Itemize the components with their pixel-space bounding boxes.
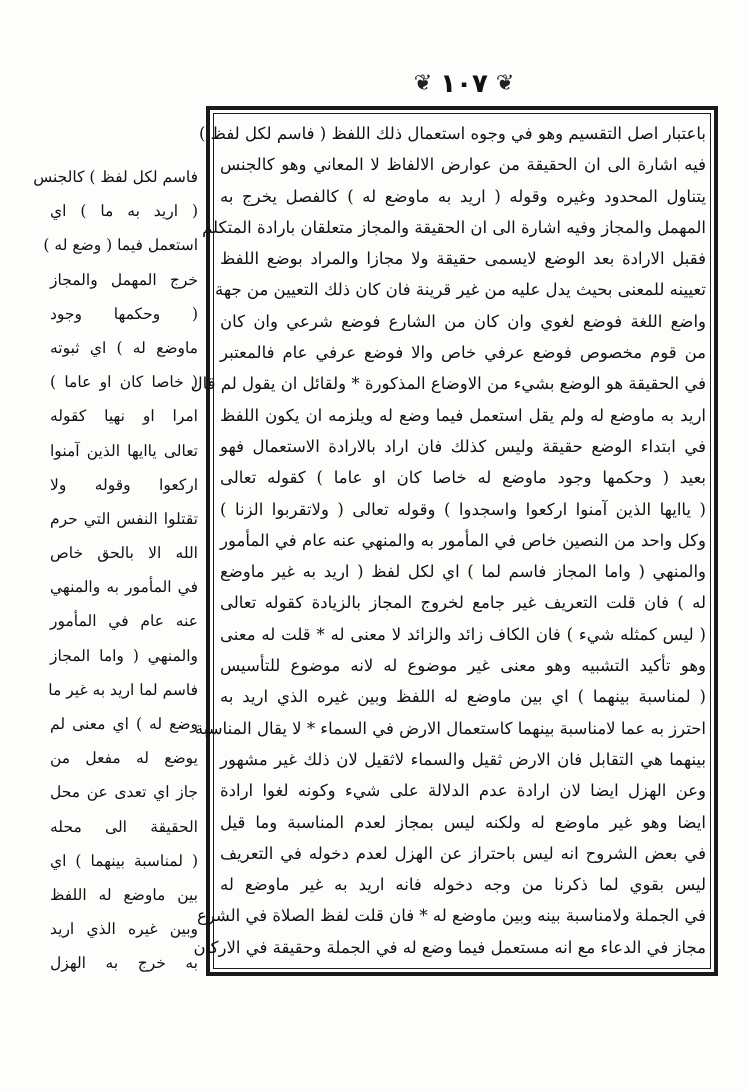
margin-text-line: فاسم لما اريد به غير ما bbox=[48, 680, 198, 699]
main-text-block bbox=[190, 118, 706, 964]
main-text-line: واضع اللغة فوضع لغوي وان كان من الشارع فوضع شرعي وان كان bbox=[220, 311, 706, 331]
margin-text-line: الله الا بالحق خاص bbox=[50, 544, 198, 563]
main-text-line: في الحقيقة هو الوضع بشيء من الاوضاع المذكورة * ولقائل ان يقول لم قال bbox=[190, 374, 706, 394]
margin-text-line: وبين غيره الذي اريد bbox=[50, 920, 198, 939]
main-text-line: وهو تأكيد التشبيه وهو معنى غير موضوع له لانه موضوع للتأسيس bbox=[220, 656, 706, 676]
margin-text-line: فاسم لكل لفظ ) كالجنس bbox=[33, 168, 198, 186]
main-text-line: في الجملة ولامناسبة بينه وبين ماوضع له * فان قلت لفظ الصلاة في الشرع bbox=[196, 906, 706, 926]
main-text-line: ( ليس كمثله شيء ) فان الكاف زائد والزائد لا معنى له * قلت له معنى bbox=[220, 624, 706, 644]
main-text-line: بينهما هي التقابل فان الارض ثقيل والسماء لاثقيل لان ذلك غير مشهور bbox=[220, 749, 706, 769]
main-text-line: اريد به ماوضع له ولم يقل استعمل فيما وضع له ويلزمه ان يكون اللفظ bbox=[220, 405, 706, 425]
main-text-line: تعيينه للمعنى بحيث يدل عليه من غير قرينة فان كان ذلك التعيين من جهة bbox=[215, 280, 706, 300]
main-text-line: يتناول المحدود وغيره وقوله ( اريد به ماوضع له ) كالفصل يخرج به bbox=[220, 186, 706, 206]
margin-text-line: به خرج به الهزل bbox=[50, 954, 198, 973]
main-text-line: وكل واحد من النصين خاص في المأمور به والمنهي عنه عام في المأمور bbox=[220, 530, 706, 550]
margin-text-line: وضع له ) اي معنى لم bbox=[50, 715, 198, 733]
margin-text-line: عنه عام في المأمور bbox=[50, 612, 198, 631]
margin-text-line: بين ماوضع له اللفظ bbox=[50, 885, 198, 904]
main-text-line: ( لمناسبة بينهما ) اي بين ماوضع له اللفظ وبين غيره الذي اريد به bbox=[220, 687, 706, 707]
ornament-left-icon: ❦ bbox=[413, 71, 433, 96]
main-text-line: ايضا وهو غير ماوضع له ولكنه ليس بمجاز لعدم المناسبة وما قيل bbox=[220, 812, 706, 832]
main-text-line: والمنهي ( واما المجاز فاسم لما ) اي لكل لفظ ( اريد به غير ماوضع bbox=[220, 562, 706, 582]
margin-text-line: اركعوا وقوله ولا bbox=[50, 475, 198, 494]
margin-text-line: يوضع له مفعل من bbox=[50, 749, 198, 768]
margin-text-line: ( خاصا كان او عاما ) bbox=[50, 373, 198, 392]
main-text-line: مجاز في الدعاء مع انه مستعمل فيما وضع له في الجملة وحقيقة في الاركان bbox=[193, 937, 706, 957]
margin-text-line: خرج المهمل والمجاز bbox=[50, 270, 198, 289]
margin-text-line: والمنهي ( واما المجاز bbox=[50, 646, 198, 665]
main-text-line: بعيد ( وحكمها وجود ماوضع له خاصا كان او عاما ) كقوله تعالى bbox=[220, 468, 706, 488]
main-text-line: ليس بقوي لما ذكرنا من وجه دخوله فانه اريد به غير ماوضع له bbox=[220, 875, 706, 895]
margin-text-line: ( اريد به ما ) اي bbox=[50, 202, 198, 221]
margin-text-line: في المأمور به والمنهي bbox=[50, 578, 198, 597]
page-number: ١٠٧ bbox=[440, 69, 488, 99]
main-text-line: في بعض الشروح انه ليس باحتراز عن الهزل لعدم دخوله في التعريف bbox=[220, 843, 706, 863]
main-text-line: فقبل الارادة بعد الوضع لايسمى حقيقة ولا مجازا والمراد بوضع اللفظ bbox=[220, 249, 706, 269]
margin-text-line: استعمل فيما ( وضع له ) bbox=[43, 236, 198, 255]
margin-text-line: تقتلوا النفس التي حرم bbox=[50, 509, 198, 528]
ornament-right-icon: ❦ bbox=[495, 71, 515, 96]
page-header bbox=[384, 66, 544, 102]
main-text-line: فيه اشارة الى ان الحقيقة من عوارض الالفاظ لا المعاني وهو كالجنس bbox=[220, 155, 706, 175]
margin-text-line: ( وحكمها وجود bbox=[50, 304, 198, 323]
main-text-line: له ) فان قلت التعريف غير جامع لخروج المجاز بالزيادة كقوله تعالى bbox=[220, 593, 706, 613]
margin-text-line: ماوضع له ) اي ثبوته bbox=[50, 338, 198, 357]
main-text-line: من قوم مخصوص فوضع عرفي خاص والا فوضع عرفي عام فالمعتبر bbox=[220, 343, 706, 363]
margin-text-line: امرا او نهيا كقوله bbox=[50, 407, 198, 426]
margin-text-line: الحقيقة الى محله bbox=[50, 817, 198, 836]
margin-text-line: جاز اي تعدى عن محل bbox=[50, 783, 198, 802]
main-text-line: في ابتداء الوضع حقيقة وليس كذلك فان اراد بالارادة الاستعمال فهو bbox=[220, 436, 706, 456]
margin-text-line: ( لمناسبة بينهما ) اي bbox=[50, 851, 198, 870]
main-text-line: وعن الهزل ايضا لان ارادة عدم الدلالة على شيء وكونه لغوا ارادة bbox=[220, 781, 706, 801]
main-text-line: المهمل والمجاز وفيه اشارة الى ان الحقيقة والمجاز متعلقان بارادة المتكلم bbox=[202, 217, 706, 237]
margin-commentary-block bbox=[33, 160, 198, 973]
main-text-line: ( ياايها الذين آمنوا اركعوا واسجدوا ) وقوله تعالى ( ولاتقربوا الزنا ) bbox=[220, 499, 706, 519]
main-text-line: باعتبار اصل التقسيم وهو في وجوه استعمال ذلك اللفظ ( فاسم لكل لفظ ) bbox=[198, 124, 706, 143]
main-text-line: احترز به عما لامناسبة بينهما كاستعمال الارض في السماء * لا يقال المناسبة bbox=[194, 718, 706, 738]
margin-text-line: تعالى ياايها الذين آمنوا bbox=[50, 441, 198, 460]
